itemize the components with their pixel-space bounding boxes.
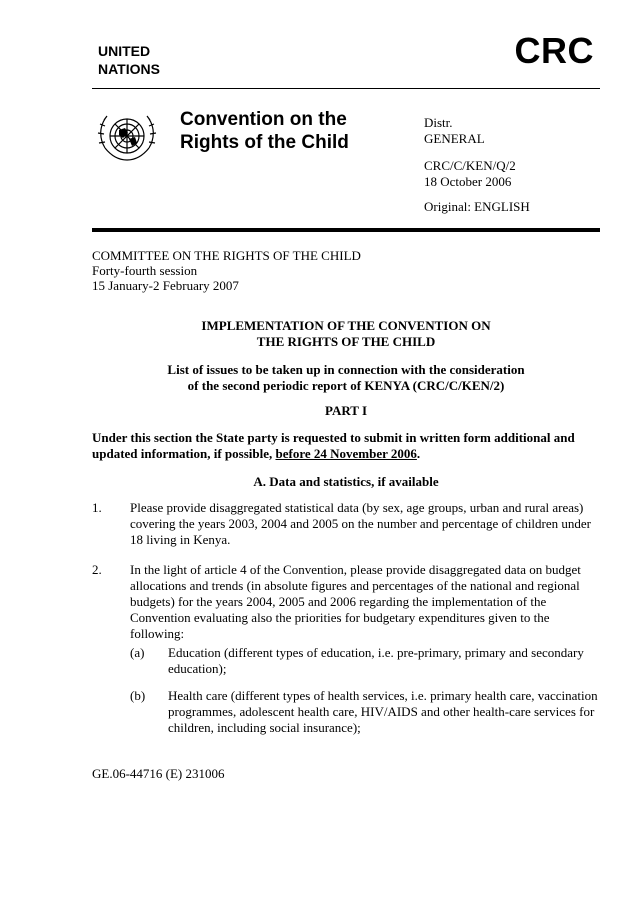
distribution-block <box>424 115 485 147</box>
sub-item-text: Education (different types of education, i.e. pre-primary, primary and secondary education); <box>168 645 584 676</box>
document-symbol: CRC/C/KEN/Q/2 <box>424 158 516 173</box>
committee-block <box>92 248 361 293</box>
item-text: In the light of article 4 of the Convention, please provide disaggregated data on budget allocations and trends (in absolute figures and percentages of the national and regional budgets) for the years 2004, 2005 and 2006 regarding the implementation of the Convention evaluating also the priorities for budgetary expenditures given to the following: <box>130 562 581 641</box>
instruction-period: . <box>416 446 421 461</box>
sub-item <box>130 688 602 738</box>
item-number: 2. <box>92 562 102 577</box>
instruction-text: Under this section the State party is requested to submit in written form additional and updated information, if possible, <box>92 430 575 461</box>
instruction-deadline: before 24 November 2006 <box>275 446 417 461</box>
org-line-2: NATIONS <box>98 61 160 77</box>
main-title <box>92 318 600 350</box>
session-dates: 15 January-2 February 2007 <box>92 278 239 293</box>
distr-label: Distr. <box>424 115 453 130</box>
sub-item-text: Health care (different types of health services, i.e. primary health care, vaccination programmes, adolescent health care, HIV/AIDS and other health-care services for children, including social insurance); <box>168 688 598 735</box>
list-item <box>92 500 602 550</box>
job-number: GE.06-44716 (E) 231006 <box>92 766 225 781</box>
item-number: 1. <box>92 500 102 515</box>
un-emblem-icon <box>95 108 159 166</box>
session-name: Forty-fourth session <box>92 263 198 278</box>
convention-title-line-2: Rights of the Child <box>180 132 349 153</box>
header-thick-rule <box>92 228 600 232</box>
subtitle-line-1: List of issues to be taken up in connection with the consideration <box>167 362 525 377</box>
convention-title <box>180 108 349 154</box>
list-item <box>92 562 602 641</box>
document-date: 18 October 2006 <box>424 174 512 189</box>
document-code: CRC <box>514 30 594 71</box>
part-heading: PART I <box>324 403 368 418</box>
subtitle <box>92 362 600 394</box>
item-text: Please provide disaggregated statistical data (by sex, age groups, urban and rural areas) covering the years 2003, 2004 and 2005 on the number and percentage of children under 18 living in Kenya. <box>130 500 591 547</box>
symbol-block <box>424 158 516 190</box>
section-heading: A. Data and statistics, if available <box>253 474 439 489</box>
organization-name <box>98 42 160 78</box>
header-rule <box>92 88 600 89</box>
distribution-value: GENERAL <box>424 131 485 146</box>
sub-item-letter: (b) <box>130 688 146 703</box>
convention-title-line-1: Convention on the <box>180 109 347 130</box>
instruction-paragraph <box>92 430 602 462</box>
main-title-line-2: THE RIGHTS OF THE CHILD <box>256 334 436 349</box>
committee-name: COMMITTEE ON THE RIGHTS OF THE CHILD <box>92 248 361 263</box>
sub-item-letter: (a) <box>130 645 145 660</box>
sub-item <box>130 645 602 679</box>
subtitle-line-2: of the second periodic report of KENYA (CRC/C/KEN/2) <box>187 378 505 393</box>
original-language: Original: ENGLISH <box>424 199 530 214</box>
org-line-1: UNITED <box>98 43 151 59</box>
main-title-line-1: IMPLEMENTATION OF THE CONVENTION ON <box>201 318 491 333</box>
